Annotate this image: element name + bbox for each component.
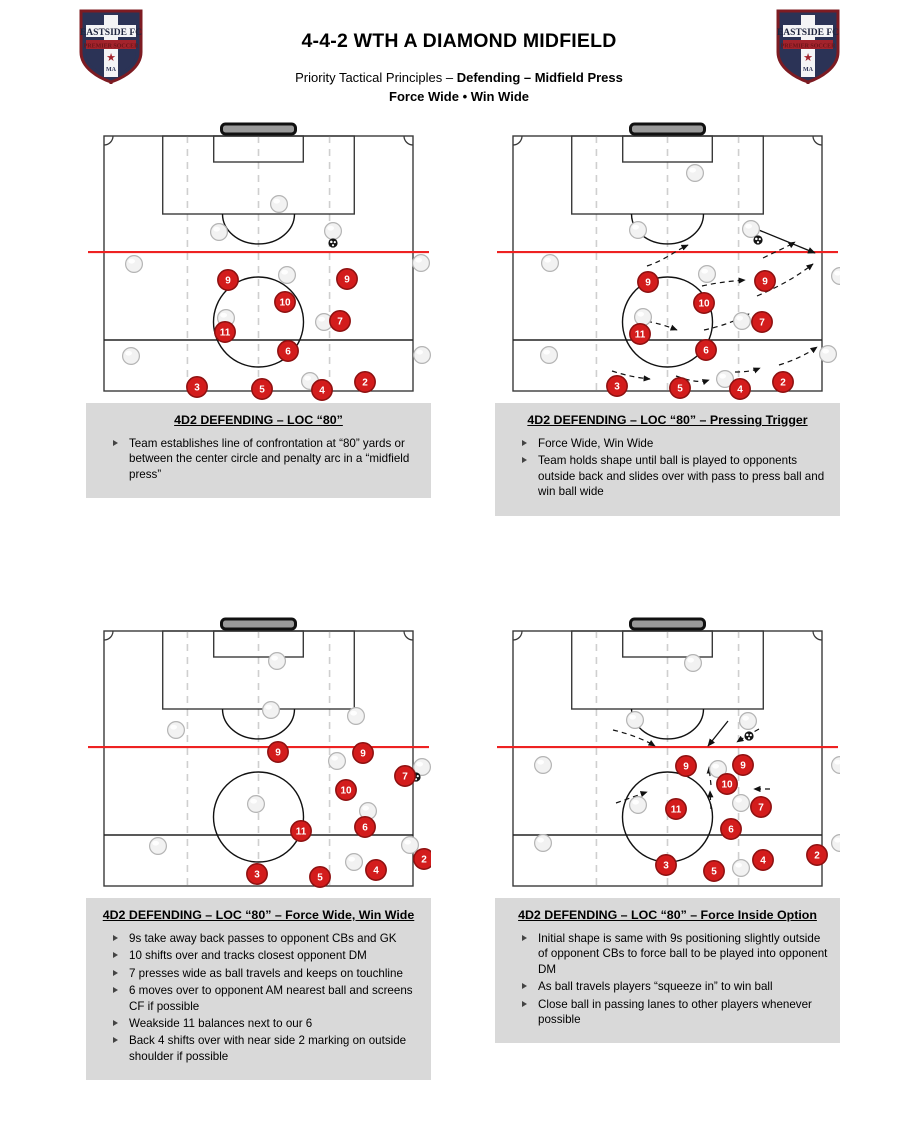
player-number-label: 11 [634,329,646,341]
player-number-label: 6 [285,346,291,358]
team-player-token-5 [670,378,690,398]
team-player-token-11 [291,821,311,841]
opponent-player-token [627,712,644,729]
tactics-panel-4 [495,613,840,1043]
player-number-label: 2 [362,377,368,389]
player-number-label: 10 [721,779,733,791]
goal-icon [631,124,705,134]
bullet-triangle-icon [522,935,527,941]
crest-star-icon: ★ [106,52,116,64]
opponent-player-token [325,223,342,240]
player-number-label: 4 [373,865,379,877]
team-player-token-7 [395,766,415,786]
notes-box-2 [495,403,840,516]
player-number-label: 7 [337,316,343,328]
opponent-player-token [535,835,552,852]
team-player-token-4 [730,379,750,399]
team-player-token-6 [278,341,298,361]
player-number-label: 3 [254,869,260,881]
opponent-player-token [630,222,647,239]
bullet-triangle-icon [113,987,118,993]
goal-icon [222,619,296,629]
team-player-token-6 [355,817,375,837]
opponent-player-token [740,713,757,730]
opponent-player-token [269,653,286,670]
notes-bullet-text: Team holds shape until ball is played to opponents outside back and slides over with pass to press ball and win ball wide [538,454,825,499]
pitch-diagram-1 [86,118,431,403]
player-number-label: 7 [759,317,765,329]
opponent-player-token [832,268,840,285]
player-number-label: 9 [740,760,746,772]
opponent-player-token [414,347,431,364]
opponent-player-token [635,309,652,326]
player-number-label: 2 [421,854,427,866]
bullet-triangle-icon [522,1001,527,1007]
pitch-svg [495,613,840,898]
notes-bullet-item [96,983,421,1014]
team-player-token-11 [666,799,686,819]
notes-bullet-text: Force Wide, Win Wide [538,437,654,450]
notes-bullet-item [505,453,830,499]
team-player-token-4 [312,380,332,400]
notes-bullet-list [96,436,421,482]
team-player-token-6 [721,819,741,839]
opponent-player-token [734,313,751,330]
notes-bullet-item [505,436,830,451]
player-number-label: 2 [814,850,820,862]
player-number-label: 11 [295,826,307,838]
team-player-token-9 [638,272,658,292]
team-player-token-9 [755,271,775,291]
team-player-token-10 [275,292,295,312]
player-number-label: 3 [194,382,200,394]
notes-title: 4D2 DEFENDING – LOC “80” – Force Inside Option [518,908,817,922]
bullet-triangle-icon [522,457,527,463]
player-number-label: 9 [275,747,281,759]
notes-bullet-text: 6 moves over to opponent AM nearest ball and screens CF if possible [129,984,413,1013]
player-number-label: 6 [362,822,368,834]
opponent-player-token [123,348,140,365]
notes-bullet-text: As ball travels players “squeeze in” to win ball [538,980,773,994]
page-subtitle-line2: Force Wide • Win Wide [389,89,529,104]
team-player-token-9 [268,742,288,762]
notes-title: 4D2 DEFENDING – LOC “80” – Force Wide, Win Wide [102,908,415,922]
team-player-token-4 [753,850,773,870]
player-number-label: 3 [663,860,669,872]
player-number-label: 5 [259,384,265,396]
player-number-label: 9 [683,761,689,773]
player-number-label: 7 [402,771,408,783]
opponent-player-token [168,722,185,739]
tactics-panel-1 [86,118,431,498]
opponent-player-token [541,347,558,364]
pitch-svg [86,613,431,898]
opponent-player-token [402,837,419,854]
notes-bullet-item [96,1033,421,1064]
notes-bullet-text: Team establishes line of confrontation at “80” yards or between the center circle and penalty arc in a “midfield press” [129,437,410,481]
player-number-label: 9 [360,748,366,760]
team-player-token-3 [656,855,676,875]
player-number-label: 10 [340,785,352,797]
opponent-player-token [279,267,296,284]
team-player-token-2 [414,849,431,869]
tactics-panel-2 [495,118,840,516]
notes-bullet-text: 7 presses wide as ball travels and keeps on touchline [129,966,403,980]
opponent-player-token [542,255,559,272]
player-number-label: 2 [780,377,786,389]
team-player-token-9 [337,269,357,289]
notes-bullet-item [505,997,830,1028]
player-number-label: 6 [703,345,709,357]
player-number-label: 9 [225,275,231,287]
notes-bullet-text: 9s take away back passes to opponent CBs and GK [129,932,397,945]
team-player-token-5 [310,867,330,887]
crest-line3-text: MA [803,67,813,73]
notes-bullet-item [96,436,421,482]
team-player-token-3 [187,377,207,397]
crest-star-icon: ★ [803,52,813,64]
player-number-label: 11 [219,327,231,339]
team-player-token-9 [733,755,753,775]
crest-line3-text: MA [106,67,116,73]
ball-icon [744,731,753,740]
notes-bullet-item [96,966,421,981]
pitch-diagram-3 [86,613,431,898]
team-player-token-9 [676,756,696,776]
opponent-player-token [346,854,363,871]
team-player-token-7 [752,312,772,332]
crest-line1-text: EASTSIDE FC [776,28,840,38]
opponent-player-token [348,708,365,725]
notes-bullet-list [505,436,830,500]
opponent-player-token [687,165,704,182]
player-number-label: 9 [344,274,350,286]
notes-title: 4D2 DEFENDING – LOC “80” [174,413,343,427]
opponent-player-token [630,797,647,814]
opponent-player-token [211,224,228,241]
notes-bullet-text: Weakside 11 balances next to our 6 [129,1017,313,1031]
notes-bullet-text: Back 4 shifts over with near side 2 marking on outside shoulder if possible [129,1034,407,1063]
notes-box-3 [86,898,431,1080]
bullet-triangle-icon [113,440,118,446]
notes-title: 4D2 DEFENDING – LOC “80” – Pressing Trigger [527,413,808,427]
subtitle-plain: Priority Tactical Principles – [295,70,457,85]
opponent-player-token [685,655,702,672]
crest-line2-text: PREMIER SOCCER [83,43,139,50]
team-player-token-5 [704,861,724,881]
bullet-triangle-icon [113,935,118,941]
pitch-svg [495,118,840,403]
team-player-token-2 [807,845,827,865]
player-number-label: 5 [317,872,323,884]
notes-bullet-item [505,931,830,977]
ball-icon [753,235,762,244]
notes-box-4 [495,898,840,1043]
player-number-label: 4 [760,855,766,867]
team-player-token-2 [773,372,793,392]
opponent-player-token [263,702,280,719]
opponent-player-token [150,838,167,855]
team-player-token-3 [247,864,267,884]
opponent-player-token [271,196,288,213]
player-number-label: 7 [758,802,764,814]
team-player-token-2 [355,372,375,392]
notes-bullet-text: Initial shape is same with 9s positioning slightly outside of opponent CBs to force ball to be played into opponent DM [538,932,828,976]
bullet-triangle-icon [113,1020,118,1026]
player-number-label: 11 [670,804,682,816]
player-number-label: 6 [728,824,734,836]
team-player-token-9 [218,270,238,290]
notes-bullet-item [505,979,830,994]
goal-icon [222,124,296,134]
player-number-label: 9 [762,276,768,288]
team-player-token-11 [630,324,650,344]
crest-line2-text: PREMIER SOCCER [780,43,836,50]
pitch-diagram-4 [495,613,840,898]
team-player-token-11 [215,322,235,342]
player-number-label: 10 [279,297,291,309]
team-player-token-9 [353,743,373,763]
team-player-token-10 [694,293,714,313]
team-player-token-6 [696,340,716,360]
team-player-token-7 [751,797,771,817]
notes-box-1 [86,403,431,498]
page-title: 4-4-2 WTH A DIAMOND MIDFIELD [301,30,617,52]
team-player-token-5 [252,379,272,399]
notes-bullet-text: 10 shifts over and tracks closest opponent DM [129,949,367,963]
opponent-player-token [743,221,760,238]
bullet-triangle-icon [522,983,527,989]
player-number-label: 5 [711,866,717,878]
player-number-label: 10 [698,298,710,310]
pitch-diagram-2 [495,118,840,403]
crest-line1-text: EASTSIDE FC [79,28,143,38]
player-number-label: 3 [614,381,620,393]
opponent-player-token [699,266,716,283]
opponent-player-token [733,795,750,812]
subtitle-bold: Defending – Midfield Press [456,70,623,85]
ball-icon [328,238,337,247]
notes-bullet-list [96,931,421,1064]
team-player-token-10 [717,774,737,794]
opponent-player-token [733,860,750,877]
tactics-panel-3 [86,613,431,1080]
player-number-label: 4 [737,384,743,396]
eastside-fc-logo-right [775,8,841,84]
opponent-player-token [832,835,840,852]
opponent-player-token [832,757,840,774]
notes-bullet-item [96,1016,421,1031]
notes-bullet-text: Close ball in passing lanes to other players whenever possible [538,997,812,1027]
bullet-triangle-icon [113,970,118,976]
player-number-label: 4 [319,385,325,397]
team-player-token-3 [607,376,627,396]
bullet-triangle-icon [113,1037,118,1043]
opponent-player-token [248,796,265,813]
team-player-token-10 [336,780,356,800]
opponent-player-token [820,346,837,363]
notes-bullet-item [96,948,421,963]
goal-icon [631,619,705,629]
opponent-player-token [329,753,346,770]
page-header [0,0,918,118]
opponent-player-token [126,256,143,273]
notes-bullet-list [505,931,830,1027]
player-number-label: 9 [645,277,651,289]
bullet-triangle-icon [522,440,527,446]
player-number-label: 5 [677,383,683,395]
opponent-player-token [413,255,430,272]
team-player-token-4 [366,860,386,880]
team-player-token-7 [330,311,350,331]
opponent-player-token [535,757,552,774]
pitch-svg [86,118,431,403]
bullet-triangle-icon [113,952,118,958]
notes-bullet-item [96,931,421,946]
